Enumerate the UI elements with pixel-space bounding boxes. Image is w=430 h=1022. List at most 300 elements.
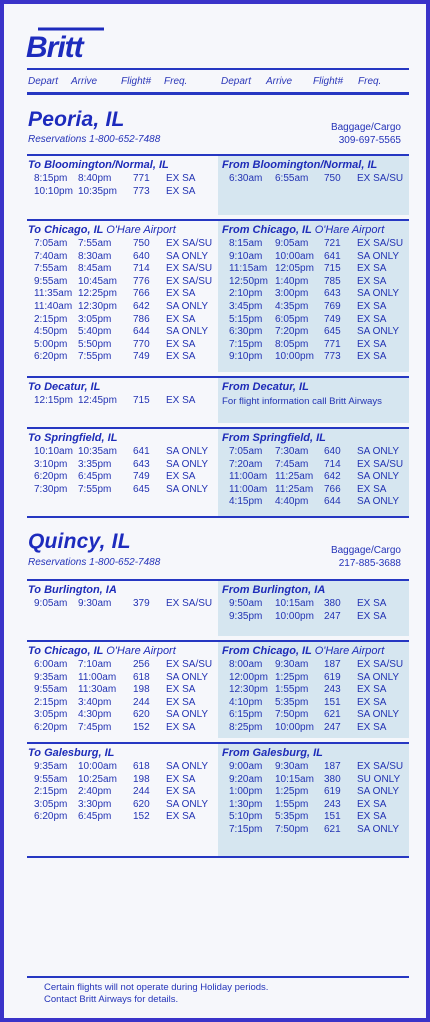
arrive-time: 7:10am	[78, 659, 112, 670]
from-section-title	[222, 645, 384, 657]
frequency: EX SA/SU	[166, 659, 213, 670]
frequency: SA ONLY	[166, 300, 209, 312]
flight-number: 151	[324, 811, 341, 823]
arrive-time: 3:05pm	[78, 313, 112, 325]
frequency: SA ONLY	[357, 326, 400, 338]
frequency: EX SA/SU	[166, 263, 213, 275]
arrive-time: 7:50pm	[275, 823, 309, 835]
flight-number: 198	[133, 684, 150, 696]
arrive-time: 5:50pm	[78, 338, 112, 350]
flight-number: 773	[324, 351, 341, 363]
depart-time: 11:00am	[229, 471, 268, 483]
arrive-time: 9:30am	[275, 761, 309, 772]
frequency: EX SA	[166, 773, 196, 785]
footer-note	[44, 982, 268, 1006]
frequency: EX SA	[357, 721, 387, 733]
frequency: EX SA/SU	[357, 458, 404, 470]
depart-time: 5:10pm	[229, 811, 263, 823]
frequency: SA ONLY	[357, 288, 400, 300]
col-flight-left: Flight#	[121, 76, 152, 87]
depart-time: 11:40am	[34, 300, 73, 312]
frequency: EX SA	[357, 338, 387, 350]
to-section-title	[28, 381, 100, 393]
flight-row	[4, 288, 426, 301]
frequency: SA ONLY	[357, 446, 400, 457]
frequency: EX SA	[357, 696, 387, 708]
from-destination: From Burlington, IA	[222, 584, 326, 596]
from-destination: From Bloomington/Normal, IL	[222, 159, 378, 171]
to-destination: To Bloomington/Normal, IL	[28, 159, 169, 171]
flight-number: 644	[133, 326, 150, 338]
depart-time: 9:05am	[34, 598, 68, 609]
flight-number: 243	[324, 798, 341, 810]
frequency: SU ONLY	[357, 773, 401, 785]
flight-row	[4, 722, 426, 735]
arrive-time: 10:35pm	[78, 185, 117, 197]
from-section-title	[222, 224, 384, 236]
flight-number: 187	[324, 659, 341, 670]
arrive-time: 10:35am	[78, 446, 117, 457]
arrive-time: 10:00am	[78, 761, 117, 772]
arrive-time: 10:45am	[78, 275, 117, 287]
depart-time: 2:10pm	[229, 288, 263, 300]
header-top-rule	[27, 68, 409, 70]
flight-number: 776	[133, 275, 150, 287]
arrive-time: 8:45am	[78, 263, 112, 275]
arrive-time: 10:00am	[275, 250, 314, 262]
to-section-title	[28, 747, 114, 759]
footer-rule	[27, 976, 409, 978]
baggage-phone: 217-885-3688	[338, 558, 401, 569]
flight-row	[4, 301, 426, 314]
flight-row	[4, 799, 426, 812]
flight-number: 643	[324, 288, 341, 300]
frequency: EX SA	[166, 684, 196, 696]
baggage-peoria	[331, 121, 401, 147]
header-bottom-rule	[27, 92, 409, 95]
flight-number: 621	[324, 709, 341, 721]
arrive-time: 11:25am	[275, 483, 314, 495]
flight-row	[4, 761, 426, 774]
arrive-time: 7:20pm	[275, 326, 309, 338]
frequency: SA ONLY	[357, 250, 400, 262]
flight-row	[4, 484, 426, 497]
flight-number: 714	[324, 458, 341, 470]
frequency: EX SA	[166, 173, 196, 184]
flight-number: 645	[324, 326, 341, 338]
arrive-time: 3:30pm	[78, 798, 112, 810]
frequency: SA ONLY	[357, 471, 400, 483]
footer-line-2: Contact Britt Airways for details.	[44, 994, 179, 1005]
flight-number: 785	[324, 275, 341, 287]
depart-time: 7:15pm	[229, 823, 263, 835]
frequency: SA ONLY	[357, 823, 400, 835]
flight-row	[4, 659, 426, 672]
depart-time: 7:05am	[229, 446, 263, 457]
arrive-time: 10:00pm	[275, 351, 314, 363]
to-section-title	[28, 584, 117, 596]
from-airport-name: O'Hare Airport	[314, 224, 385, 236]
arrive-time: 8:40pm	[78, 173, 112, 184]
from-flight-list	[4, 598, 426, 623]
city-title-peoria: Peoria, IL	[28, 108, 125, 131]
depart-time: 9:35am	[34, 761, 68, 772]
depart-time: 6:00am	[34, 659, 68, 670]
flight-number: 247	[324, 721, 341, 733]
depart-time: 12:15pm	[34, 395, 73, 406]
depart-time: 8:15pm	[34, 173, 68, 184]
frequency: EX SA	[357, 610, 387, 622]
frequency: SA ONLY	[166, 446, 209, 457]
arrive-time: 7:45pm	[78, 721, 112, 733]
flight-number: 749	[133, 471, 150, 483]
flight-number: 715	[133, 395, 150, 406]
flight-number: 380	[324, 598, 341, 609]
to-destination: To Chicago, IL	[28, 224, 104, 236]
depart-time: 8:15am	[229, 238, 263, 249]
frequency: SA ONLY	[166, 798, 209, 810]
from-destination: From Springfield, IL	[222, 432, 326, 444]
baggage-quincy	[331, 544, 401, 570]
depart-time: 10:10am	[34, 446, 73, 457]
depart-time: 6:30am	[229, 173, 263, 184]
depart-time: 9:10am	[229, 250, 263, 262]
frequency: SA ONLY	[357, 496, 400, 508]
to-section-title	[28, 645, 176, 657]
depart-time: 7:30pm	[34, 483, 68, 495]
depart-time: 3:05pm	[34, 798, 68, 810]
frequency: EX SA	[357, 798, 387, 810]
frequency: SA ONLY	[357, 709, 400, 721]
frequency: EX SA	[357, 598, 387, 609]
frequency: EX SA	[166, 338, 196, 350]
depart-time: 2:15pm	[34, 313, 68, 325]
depart-time: 3:10pm	[34, 458, 68, 470]
arrive-time: 1:55pm	[275, 684, 309, 696]
depart-time: 6:20pm	[34, 351, 68, 363]
arrive-time: 12:25pm	[78, 288, 117, 300]
from-section-title	[222, 584, 325, 596]
flight-row	[4, 459, 426, 472]
frequency: EX SA	[166, 185, 196, 197]
arrive-time: 1:55pm	[275, 798, 309, 810]
frequency: EX SA/SU	[357, 659, 404, 670]
to-destination: To Decatur, IL	[28, 381, 101, 393]
flight-row	[4, 238, 426, 251]
depart-time: 11:15am	[229, 263, 268, 275]
frequency: EX SA	[357, 351, 387, 363]
flight-row	[4, 351, 426, 364]
flight-number: 618	[133, 671, 150, 683]
to-destination: To Springfield, IL	[28, 432, 118, 444]
frequency: EX SA	[166, 696, 196, 708]
depart-time: 12:00pm	[229, 671, 268, 683]
flight-row	[4, 186, 426, 199]
depart-time: 9:55am	[34, 773, 68, 785]
col-freq-right: Freq.	[358, 76, 382, 87]
from-section-title	[222, 381, 309, 393]
depart-time: 10:10pm	[34, 185, 73, 197]
frequency: SA ONLY	[166, 671, 209, 683]
flight-number: 770	[133, 338, 150, 350]
city-title-quincy: Quincy, IL	[28, 530, 131, 553]
flight-row	[4, 684, 426, 697]
flight-row	[4, 598, 426, 611]
flight-number: 152	[133, 721, 150, 733]
frequency: EX SA	[357, 684, 387, 696]
svg-text:Britt: Britt	[26, 31, 83, 60]
depart-time: 6:20pm	[34, 811, 68, 823]
depart-time: 12:30pm	[229, 684, 268, 696]
arrive-time: 6:55am	[275, 173, 309, 184]
flight-number: 379	[133, 598, 150, 609]
flight-row	[4, 314, 426, 327]
arrive-time: 10:00pm	[275, 721, 314, 733]
arrive-time: 8:05pm	[275, 338, 309, 350]
depart-time: 9:55am	[34, 275, 68, 287]
frequency: EX SA	[357, 263, 387, 275]
arrive-time: 4:40pm	[275, 496, 309, 508]
flight-number: 619	[324, 786, 341, 798]
frequency: EX SA	[166, 471, 196, 483]
depart-time: 9:50am	[229, 598, 263, 609]
arrive-time: 6:05pm	[275, 313, 309, 325]
arrive-time: 9:05am	[275, 238, 309, 249]
flight-number: 151	[324, 696, 341, 708]
frequency: EX SA	[357, 811, 387, 823]
arrive-time: 12:05pm	[275, 263, 314, 275]
frequency: EX SA	[166, 351, 196, 363]
flight-number: 714	[133, 263, 150, 275]
frequency: EX SA/SU	[166, 275, 213, 287]
arrive-time: 6:45pm	[78, 471, 112, 483]
arrive-time: 9:30am	[275, 659, 309, 670]
arrive-time: 1:25pm	[275, 786, 309, 798]
arrive-time: 3:35pm	[78, 458, 112, 470]
arrive-time: 12:30pm	[78, 300, 117, 312]
britt-logo	[24, 26, 106, 60]
depart-time: 9:10pm	[229, 351, 263, 363]
depart-time: 12:50pm	[229, 275, 268, 287]
depart-time: 3:05pm	[34, 709, 68, 721]
from-flight-list	[4, 659, 426, 735]
arrive-time: 1:25pm	[275, 671, 309, 683]
depart-time: 4:10pm	[229, 696, 263, 708]
arrive-time: 4:35pm	[275, 300, 309, 312]
frequency: EX SA	[166, 811, 196, 823]
arrive-time: 5:35pm	[275, 811, 309, 823]
depart-time: 8:00am	[229, 659, 263, 670]
frequency: SA ONLY	[357, 786, 400, 798]
frequency: EX SA	[166, 288, 196, 300]
from-section-title	[222, 747, 323, 759]
arrive-time: 5:40pm	[78, 326, 112, 338]
depart-time: 7:15pm	[229, 338, 263, 350]
flight-number: 198	[133, 773, 150, 785]
reservations-peoria: Reservations 1-800-652-7488	[28, 134, 161, 145]
flight-number: 766	[324, 483, 341, 495]
city-bottom-rule	[27, 856, 409, 858]
frequency: EX SA	[357, 483, 387, 495]
arrive-time: 12:45pm	[78, 395, 117, 406]
flight-number: 244	[133, 786, 150, 798]
depart-time: 5:00pm	[34, 338, 68, 350]
from-destination: From Decatur, IL	[222, 381, 309, 393]
frequency: EX SA/SU	[357, 173, 404, 184]
arrive-time: 6:45pm	[78, 811, 112, 823]
arrive-time: 10:15am	[275, 773, 314, 785]
from-destination: From Galesburg, IL	[222, 747, 323, 759]
from-destination: From Chicago, IL	[222, 645, 312, 657]
to-section-title	[28, 432, 117, 444]
reservations-quincy: Reservations 1-800-652-7488	[28, 557, 161, 568]
arrive-time: 7:50pm	[275, 709, 309, 721]
baggage-label: Baggage/Cargo	[330, 545, 401, 556]
col-depart-left: Depart	[28, 76, 59, 87]
col-freq-left: Freq.	[164, 76, 188, 87]
depart-time: 1:30pm	[229, 798, 263, 810]
to-destination: To Galesburg, IL	[28, 747, 115, 759]
depart-time: 8:25pm	[229, 721, 263, 733]
col-flight-right: Flight#	[313, 76, 344, 87]
arrive-time: 11:25am	[275, 471, 314, 483]
flight-number: 243	[324, 684, 341, 696]
flight-number: 715	[324, 263, 341, 275]
flight-row	[4, 611, 426, 624]
flight-number: 642	[324, 471, 341, 483]
flight-row	[4, 786, 426, 799]
arrive-time: 10:15am	[275, 598, 314, 609]
flight-number: 644	[324, 496, 341, 508]
depart-time: 6:20pm	[34, 471, 68, 483]
flight-row	[4, 672, 426, 685]
flight-row	[4, 339, 426, 352]
flight-number: 721	[324, 238, 341, 249]
frequency: SA ONLY	[166, 250, 209, 262]
frequency: EX SA	[166, 313, 196, 325]
arrive-time: 2:40pm	[78, 786, 112, 798]
arrive-time: 7:55pm	[78, 483, 112, 495]
flight-number: 766	[133, 288, 150, 300]
flight-number: 621	[324, 823, 341, 835]
to-section-title	[28, 224, 176, 236]
arrive-time: 7:45am	[275, 458, 309, 470]
flight-row	[4, 326, 426, 339]
col-arrive-right: Arrive	[266, 76, 293, 87]
depart-time: 4:15pm	[229, 496, 263, 508]
arrive-time: 4:30pm	[78, 709, 112, 721]
depart-time: 6:30pm	[229, 326, 263, 338]
from-airport-name: O'Hare Airport	[314, 645, 385, 657]
arrive-time: 9:30am	[78, 598, 112, 609]
flight-number: 618	[133, 761, 150, 772]
baggage-phone: 309-697-5565	[338, 135, 401, 146]
arrive-time: 3:40pm	[78, 696, 112, 708]
frequency: EX SA/SU	[166, 238, 213, 249]
arrive-time: 8:30am	[78, 250, 112, 262]
to-destination: To Chicago, IL	[28, 645, 104, 657]
to-airport-name: O'Hare Airport	[106, 224, 176, 236]
flight-row	[4, 697, 426, 710]
frequency: SA ONLY	[357, 671, 400, 683]
frequency: EX SA/SU	[166, 598, 213, 609]
flight-number: 640	[133, 250, 150, 262]
from-flight-list	[4, 446, 426, 509]
flight-number: 640	[324, 446, 341, 457]
frequency: EX SA	[166, 786, 196, 798]
flight-row	[4, 173, 426, 186]
frequency: EX SA/SU	[357, 761, 404, 772]
frequency: EX SA	[357, 275, 387, 287]
frequency: EX SA	[357, 300, 387, 312]
depart-time: 5:15pm	[229, 313, 263, 325]
flight-number: 750	[133, 238, 150, 249]
flight-row	[4, 251, 426, 264]
flight-number: 749	[133, 351, 150, 363]
flight-number: 643	[133, 458, 150, 470]
to-section-title	[28, 159, 169, 171]
depart-time: 3:45pm	[229, 300, 263, 312]
city-bottom-rule	[27, 516, 409, 518]
col-depart-right: Depart	[221, 76, 252, 87]
depart-time: 7:05am	[34, 238, 68, 249]
flight-number: 642	[133, 300, 150, 312]
flight-number: 771	[133, 173, 150, 184]
flight-number: 641	[324, 250, 341, 262]
arrive-time: 10:25am	[78, 773, 117, 785]
frequency: EX SA	[166, 721, 196, 733]
flight-info-note: For flight information call Britt Airways	[222, 396, 382, 407]
depart-time: 2:15pm	[34, 696, 68, 708]
flight-row	[4, 276, 426, 289]
frequency: EX SA	[357, 313, 387, 325]
flight-row	[4, 824, 426, 837]
flight-number: 773	[133, 185, 150, 197]
from-section-title	[222, 159, 377, 171]
frequency: EX SA	[166, 395, 196, 406]
arrive-time: 11:30am	[78, 684, 117, 696]
depart-time: 7:20am	[229, 458, 263, 470]
depart-time: 6:20pm	[34, 721, 68, 733]
depart-time: 9:55am	[34, 684, 68, 696]
from-flight-list	[4, 173, 426, 186]
flight-number: 244	[133, 696, 150, 708]
flight-number: 641	[133, 446, 150, 457]
from-destination: From Chicago, IL	[222, 224, 312, 236]
arrive-time: 7:55pm	[78, 351, 112, 363]
arrive-time: 10:00pm	[275, 610, 314, 622]
frequency: SA ONLY	[166, 761, 209, 772]
from-flight-list	[4, 238, 426, 364]
arrive-time: 5:35pm	[275, 696, 309, 708]
from-flight-list	[4, 761, 426, 837]
col-arrive-left: Arrive	[71, 76, 98, 87]
flight-number: 620	[133, 709, 150, 721]
flight-number: 786	[133, 313, 150, 325]
flight-row	[4, 709, 426, 722]
depart-time: 7:40am	[34, 250, 68, 262]
flight-number: 247	[324, 610, 341, 622]
flight-number: 769	[324, 300, 341, 312]
frequency: SA ONLY	[166, 709, 209, 721]
frequency: SA ONLY	[166, 483, 209, 495]
depart-time: 7:55am	[34, 263, 68, 275]
flight-number: 619	[324, 671, 341, 683]
schedule-page	[4, 4, 426, 1018]
flight-number: 256	[133, 659, 150, 670]
to-destination: To Burlington, IA	[28, 584, 117, 596]
footer-line-1: Certain flights will not operate during Holiday periods.	[44, 982, 269, 993]
